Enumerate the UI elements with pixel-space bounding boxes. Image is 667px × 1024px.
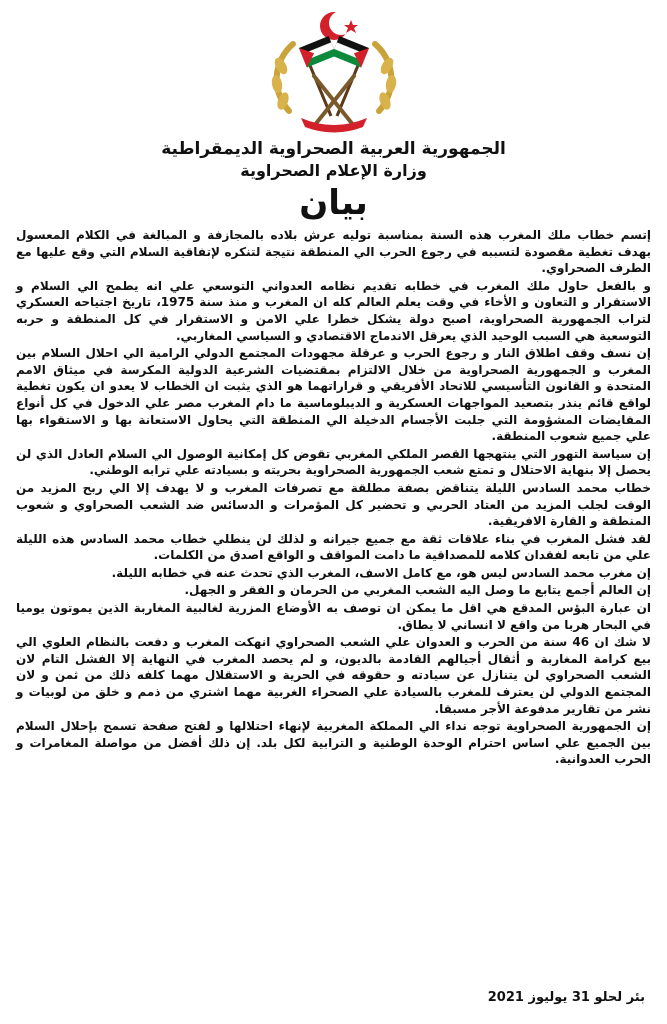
paragraph: إن نسف وقف اطلاق النار و رجوع الحرب و عرقلة مجهودات المجتمع الدولي الرامية الي احلال السلام بين المغرب و الجمهورية الصحراوية من خلال الالتزام بمقتضيات الشرعية الدولية المكرسة في ميثاق الامم المتحدة و القانون التأسيسي للاتحاد الأفريقي و قراراتهما هو الذي يثبت ان الخطاب لا يعدو ان يكون تغطية لواقع قائم ينذر بتصعيد المواجهات العسكرية و الديبلوماسية ما دام المغرب مصر علي الدخول في كل أنواع المقايضات المشؤومة التي جلبت الأجسام الدخيلة الي المنطقة التي يحاول الاستعانة بها و الاستقواء بها علي جميع شعوب المنطقة. (16, 346, 651, 444)
statement-body (16, 227, 651, 768)
sadr-coat-of-arms-icon (259, 6, 409, 136)
document-title: بيان (299, 183, 368, 223)
paragraph: خطاب محمد السادس الليلة يتناقض بصفة مطلقة مع تصرفات المغرب و لا يهدف إلا الي ربح المزيد من الوقت لجلب المزيد من العتاد الحربي و تحضير كل المؤمرات و الدسائس ضد الشعب الصحراوي و شعوب المنطقة و القارة الافريقية. (16, 480, 651, 529)
paragraph: إن مغرب محمد السادس ليس هو، مع كامل الاسف، المغرب الذي تحدث عنه في خطابه الليلة. (111, 565, 651, 580)
paragraph: ان عبارة البؤس المدقع هي اقل ما يمكن ان توصف به الأوضاع المزرية لغالبية المغاربة الذين يموتون يوميا في البحار هربا من واقع لا انساني لا يطاق. (16, 601, 651, 632)
paragraph: إن الجمهورية الصحراوية توجه نداء الي المملكة المغربية لإنهاء احتلالها و لفتح صفحة تسمح بإحلال السلام بين الجميع علي اساس احترام الوحدة الوطنية و الترابية لكل بلد. إن ذلك أفضل من مواصلة المغامرات و الحرب العدوانية. (16, 719, 651, 767)
paragraph: و بالفعل حاول ملك المغرب في خطابه تقديم نظامه العدواني التوسعي علي انه يطمح الي السلام و الاستقرار و التعاون و الأخاء في وقت يعلم العالم كله ان المغرب و منذ سنة 1975، تاريخ اجتياحه العسكري لتراب الجمهورية الصحراوية، اصبح دولة يشكل خطرا علي الامن و الاستقرار في كل المنطقة و حربه التوسعية هي السبب الوحيد الذي يعرقل الاندماج الاقتصادي و السياسي المغاربي. (16, 278, 651, 343)
ministry-name: وزارة الإعلام الصحراوية (240, 161, 427, 180)
paragraph: إن العالم أجمع يتابع ما وصل اليه الشعب المغربي من الحرمان و الفقر و الجهل. (184, 583, 651, 598)
place-and-date: بئر لحلو 31 يوليوز 2021 (487, 990, 645, 1005)
paragraph: إتسم خطاب ملك المغرب هذه السنة بمناسبة توليه عرش بلاده بالمجازفة و المبالغة في الكلام المعسول بهدف تغطية مقصودة لتسببه في رجوع الحرب الي المنطقة نتيجة لتنكره لإتفاقية السلام التي وقع عليها مع الطرف الصحراوي. (16, 228, 651, 276)
paragraph: لقد فشل المغرب في بناء علاقات ثقة مع جميع جيرانه و لذلك لن ينطلي خطاب محمد السادس هذه الليلة علي من تابعه لفقدان كلامه للمصداقية ما دامت المواقف و الواقع اصدق من الكلمات. (16, 531, 651, 563)
document-header (16, 138, 651, 223)
paragraph: إن سياسة التهور التي ينتهجها القصر الملكي المغربي تقوض كل إمكانية الوصول الي السلام العادل الذي لن يحصل إلا بنهاية الاحتلال و تمتع شعب الجمهورية الصحراوية بحريته و بسيادته علي ترابه الوطني. (16, 446, 651, 478)
paragraph: لا شك ان 46 سنة من الحرب و العدوان علي الشعب الصحراوي انهكت المغرب و دفعت بالنظام العلوي الي بيع كرامة المغاربة و أثقال أجيالهم القادمة بالديون، و لم يحصد المغرب في النهاية إلا الفشل التام لان الشعب الصحراوي لن يتنازل عن سيادته و حقوقه في الحرية و الاستقلال مهما كلفه ذلك من ثمن و لان المجتمع الدولي لن يعترف للمغرب بالسيادة علي الصحراء الغربية مهما اشتري من ذمم و خلق من لوبيات و نشر من تقارير مدفوعة الأجر مسبقا. (16, 635, 651, 716)
republic-name: الجمهورية العربية الصحراوية الديمقراطية (161, 139, 506, 159)
